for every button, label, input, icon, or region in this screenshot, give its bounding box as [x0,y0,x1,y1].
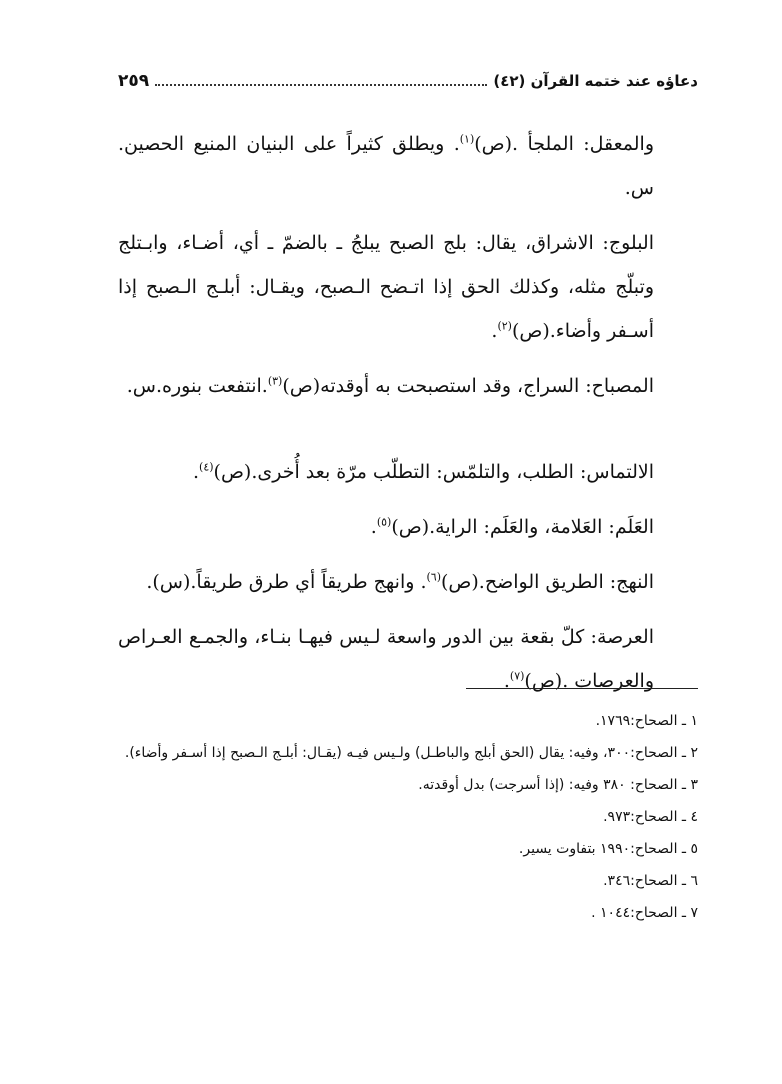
page-number: ٢٥٩ [118,71,150,91]
footnote-ref: (٣) [267,374,283,388]
main-text [118,122,698,714]
paragraph-ma9qil: والمعقل: الملجأ .(ص)$^{(١)}$. ويطلق كثيراً على البنيان المنيع الحصين. س. [118,132,654,199]
paragraph-alam: العَلَم: العَلامة، والعَلَم: الراية.(ص)$^{(٥)}$. [370,515,654,538]
footnote-divider [466,688,698,689]
footnote-7: ٧ ـ الصحاح:١٠٤٤ . [591,905,698,921]
footnote-ref: (٢) [497,319,512,333]
paragraph-nahj: النهج: الطريق الواضح.(ص)$^{(٦)}$. وانهج طريقاً أي طرق طريقاً.(س). [146,570,654,593]
paragraph-bulouj: البلوج: الاشراق، يقال: بلج الصبح يبلجُ ـ بالضمّ ـ أي، أضـاء، وابـتلج وتبلّج مثله، وكذلك الحق إذا اتـضح الـصبح، ويقـال: أبلـج الـصبح إذا أسـفر وأضاء.(ص)$^{(٢)}$. [118,232,654,342]
footnote-6: ٦ ـ الصحاح:٣٤٦. [603,873,698,889]
running-header [118,66,698,96]
footnote-ref: (٦) [426,570,442,584]
paragraph-misbah: المصباح: السراج، وقد استصبحت به أوقدته(ص)$^{(٣)}$.انتفعت بنوره.س. [126,374,654,397]
footnote-ref: (٧) [509,669,525,683]
footnote-5: ٥ ـ الصحاح:١٩٩٠ بتفاوت يسير. [518,841,698,857]
footnote-ref: (٤) [199,460,214,474]
header-dot-leader [155,84,487,86]
footnote-ref: (٥) [376,515,392,529]
chapter-title: دعاؤه عند ختمه القرآن (٤٢) [493,72,698,90]
paragraph-iltimas: الالتماس: الطلب، والتلمّس: التطلّب مرّة بعد أُخرى.(ص)$^{(٤)}$. [192,460,654,483]
footnotes [118,705,698,929]
paragraph-arsa: العرصة: كلّ بقعة بين الدور واسعة لـيس فيهـا بنـاء، والجمـع العـراص والعرصات .(ص)$^{(٧)}$. [118,626,654,692]
footnote-3: ٣ ـ الصحاح: ٣٨٠ وفيه: (إذا أسرجت) بدل أوقدته. [418,777,698,793]
footnote-4: ٤ ـ الصحاح:٩٧٣. [603,809,698,825]
footnote-2: ٢ ـ الصحاح:٣٠٠، وفيه: يقال (الحق أبلج والباطـل) ولـيس فيـه (يقـال: أبلـج الـصبح إذا أسـفر وأضاء). [124,745,698,761]
footnote-ref: (١) [459,132,475,146]
footnote-1: ١ ـ الصحاح:١٧٦٩. [595,713,698,729]
